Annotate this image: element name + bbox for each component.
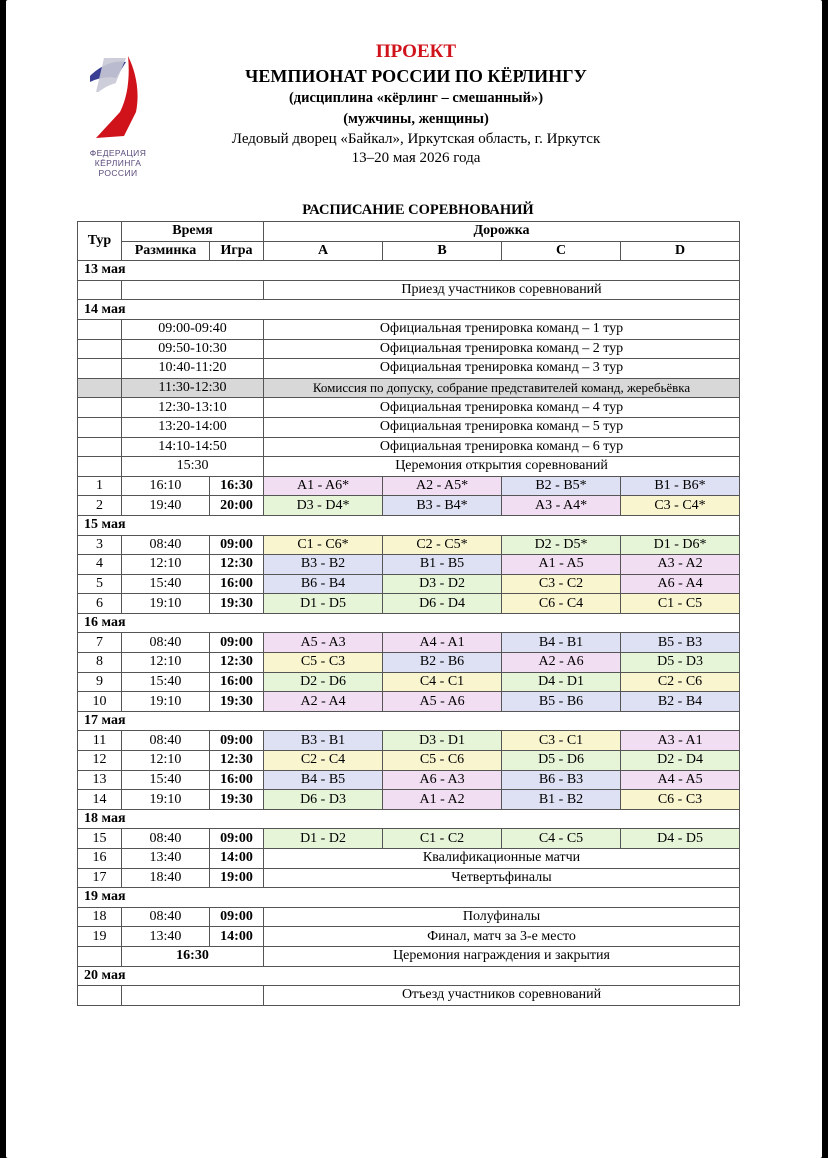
time-cell: 09:00-09:40 [122,319,264,339]
match-cell: A2 - A4 [264,692,383,712]
logo-line-2: КЁРЛИНГА [94,158,142,168]
game-time-cell: 09:00 [210,633,264,653]
warmup-cell: 08:40 [122,731,210,751]
tour-cell: 18 [78,907,122,927]
col-sheet-b-header: B [383,241,502,261]
day-label: 18 мая [78,809,740,829]
logo-emblem-icon [82,52,154,142]
match-cell: D1 - D2 [264,829,383,849]
warmup-cell: 15:40 [122,770,210,790]
match-cell: A4 - A5 [621,770,740,790]
tour-cell [78,986,122,1006]
game-row [78,535,740,555]
venue-line: Ледовый дворец «Байкал», Иркутская область, г. Иркутск [231,131,601,147]
match-cell: B5 - B3 [621,633,740,653]
match-cell: B3 - B4* [383,496,502,516]
stage-row [78,849,740,869]
match-cell: C5 - C3 [264,653,383,673]
tour-cell: 8 [78,653,122,673]
warmup-cell: 19:10 [122,692,210,712]
tour-cell: 16 [78,849,122,869]
day-label: 16 мая [78,613,740,633]
game-row [78,476,740,496]
time-cell: 15:30 [122,457,264,477]
match-cell: C6 - C4 [502,594,621,614]
time-cell: 13:20-14:00 [122,417,264,437]
warmup-cell: 13:40 [122,849,210,869]
match-cell: A4 - A1 [383,633,502,653]
game-time-cell: 19:30 [210,692,264,712]
game-time-cell: 19:00 [210,868,264,888]
game-row [78,829,740,849]
tour-cell: 11 [78,731,122,751]
day-row [78,300,740,320]
tour-cell: 1 [78,476,122,496]
tour-cell [78,437,122,457]
document-header [156,40,676,168]
event-text: Отъезд участников соревнований [264,986,740,1006]
game-time-cell: 12:30 [210,751,264,771]
day-label: 14 мая [78,300,740,320]
dates-line: 13–20 мая 2026 года [351,150,481,166]
col-warmup-header: Разминка [122,241,210,261]
time-cell: 09:50-10:30 [122,339,264,359]
time-cell: 12:30-13:10 [122,398,264,418]
tour-cell [78,339,122,359]
match-cell: B1 - B2 [502,790,621,810]
time-cell: 14:10-14:50 [122,437,264,457]
match-cell: D4 - D1 [502,672,621,692]
tour-cell [78,398,122,418]
tour-cell: 17 [78,868,122,888]
match-cell: B1 - B6* [621,476,740,496]
project-label: ПРОЕКТ [375,41,457,62]
event-row [78,280,740,300]
col-game-header: Игра [210,241,264,261]
match-cell: A1 - A6* [264,476,383,496]
game-time-cell: 14:00 [210,927,264,947]
event-text: Официальная тренировка команд – 1 тур [264,319,740,339]
match-cell: C3 - C4* [621,496,740,516]
tour-cell: 2 [78,496,122,516]
col-tour-header: Тур [78,222,122,261]
match-cell: D5 - D6 [502,751,621,771]
match-cell: D3 - D1 [383,731,502,751]
schedule-title: РАСПИСАНИЕ СОРЕВНОВАНИЙ [302,202,534,218]
match-cell: C2 - C4 [264,751,383,771]
schedule-body [78,261,740,1006]
tour-cell: 9 [78,672,122,692]
warmup-cell: 08:40 [122,535,210,555]
game-row [78,633,740,653]
match-cell: A2 - A5* [383,476,502,496]
match-cell: A6 - A4 [621,574,740,594]
stage-text: Квалификационные матчи [264,849,740,869]
tour-cell: 13 [78,770,122,790]
warmup-cell: 08:40 [122,633,210,653]
event-text: Официальная тренировка команд – 3 тур [264,359,740,379]
col-sheet-d-header: D [621,241,740,261]
warmup-cell: 12:10 [122,653,210,673]
event-row [78,457,740,477]
match-cell: D6 - D3 [264,790,383,810]
match-cell: D3 - D4* [264,496,383,516]
day-row [78,515,740,535]
match-cell: C4 - C5 [502,829,621,849]
match-cell: A6 - A3 [383,770,502,790]
match-cell: C3 - C1 [502,731,621,751]
discipline-line: (дисциплина «кёрлинг – смешанный») [288,90,544,106]
time-cell: 16:30 [122,946,264,966]
match-cell: A5 - A3 [264,633,383,653]
game-row [78,574,740,594]
day-row [78,613,740,633]
match-cell: D2 - D5* [502,535,621,555]
match-cell: A3 - A2 [621,555,740,575]
day-label: 19 мая [78,888,740,908]
game-time-cell: 09:00 [210,535,264,555]
table-header-row [78,222,740,242]
game-row [78,692,740,712]
game-row [78,672,740,692]
day-row [78,888,740,908]
tour-cell: 3 [78,535,122,555]
schedule-table [77,221,740,1006]
game-time-cell: 09:00 [210,907,264,927]
stage-row [78,927,740,947]
col-sheet-a-header: A [264,241,383,261]
tour-cell [78,359,122,379]
game-time-cell: 12:30 [210,653,264,673]
game-time-cell: 09:00 [210,731,264,751]
event-row [78,319,740,339]
event-text: Приезд участников соревнований [264,280,740,300]
warmup-cell: 18:40 [122,868,210,888]
game-time-cell: 20:00 [210,496,264,516]
match-cell: B2 - B6 [383,653,502,673]
game-row [78,555,740,575]
tour-cell [78,319,122,339]
match-cell: A1 - A2 [383,790,502,810]
match-cell: C1 - C6* [264,535,383,555]
event-text: Официальная тренировка команд – 2 тур [264,339,740,359]
match-cell: B2 - B4 [621,692,740,712]
match-cell: B6 - B4 [264,574,383,594]
match-cell: C1 - C5 [621,594,740,614]
day-label: 15 мая [78,515,740,535]
match-cell: C2 - C5* [383,535,502,555]
game-time-cell: 16:30 [210,476,264,496]
stage-row [78,868,740,888]
stage-text: Полуфиналы [264,907,740,927]
time-cell [122,986,264,1006]
tour-cell [78,946,122,966]
ceremony-row [78,946,740,966]
game-time-cell: 14:00 [210,849,264,869]
event-row [78,986,740,1006]
event-row [78,398,740,418]
game-row [78,594,740,614]
match-cell: B5 - B6 [502,692,621,712]
tour-cell: 4 [78,555,122,575]
warmup-cell: 19:10 [122,790,210,810]
stage-text: Финал, матч за 3-е место [264,927,740,947]
logo-line-3: РОССИИ [98,168,138,178]
match-cell: D4 - D5 [621,829,740,849]
time-cell [122,280,264,300]
match-cell: B6 - B3 [502,770,621,790]
match-cell: A1 - A5 [502,555,621,575]
warmup-cell: 19:40 [122,496,210,516]
match-cell: C2 - C6 [621,672,740,692]
game-row [78,770,740,790]
day-row [78,966,740,986]
match-cell: B4 - B1 [502,633,621,653]
col-sheet-header: Дорожка [264,222,740,242]
event-text: Церемония открытия соревнований [264,457,740,477]
tour-cell: 5 [78,574,122,594]
game-time-cell: 09:00 [210,829,264,849]
match-cell: D1 - D6* [621,535,740,555]
match-cell: A2 - A6 [502,653,621,673]
event-text: Официальная тренировка команд – 6 тур [264,437,740,457]
event-text: Официальная тренировка команд – 5 тур [264,417,740,437]
tour-cell [78,378,122,398]
game-time-cell: 19:30 [210,594,264,614]
game-time-cell: 12:30 [210,555,264,575]
game-row [78,731,740,751]
event-text: Комиссия по допуску, собрание представителей команд, жеребьёвка [264,378,740,398]
ceremony-text: Церемония награждения и закрытия [264,946,740,966]
day-row [78,261,740,281]
match-cell: B1 - B5 [383,555,502,575]
federation-logo [82,52,154,178]
warmup-cell: 15:40 [122,672,210,692]
match-cell: C3 - C2 [502,574,621,594]
game-time-cell: 16:00 [210,770,264,790]
match-cell: D3 - D2 [383,574,502,594]
day-label: 17 мая [78,711,740,731]
match-cell: D2 - D6 [264,672,383,692]
game-row [78,653,740,673]
col-time-header: Время [122,222,264,242]
warmup-cell: 12:10 [122,555,210,575]
match-cell: C5 - C6 [383,751,502,771]
match-cell: B3 - B2 [264,555,383,575]
warmup-cell: 08:40 [122,829,210,849]
event-text: Официальная тренировка команд – 4 тур [264,398,740,418]
col-sheet-c-header: C [502,241,621,261]
event-row [78,359,740,379]
tour-cell: 19 [78,927,122,947]
tour-cell: 7 [78,633,122,653]
match-cell: D1 - D5 [264,594,383,614]
day-row [78,809,740,829]
warmup-cell: 13:40 [122,927,210,947]
event-row [78,339,740,359]
stage-row [78,907,740,927]
match-cell: A3 - A4* [502,496,621,516]
warmup-cell: 08:40 [122,907,210,927]
game-time-cell: 16:00 [210,574,264,594]
tour-cell [78,280,122,300]
tour-cell: 15 [78,829,122,849]
day-row [78,711,740,731]
categories-line: (мужчины, женщины) [343,111,489,127]
match-cell: B3 - B1 [264,731,383,751]
game-time-cell: 19:30 [210,790,264,810]
logo-line-1: ФЕДЕРАЦИЯ [89,148,147,158]
match-cell: D5 - D3 [621,653,740,673]
warmup-cell: 16:10 [122,476,210,496]
tour-cell: 10 [78,692,122,712]
game-row [78,751,740,771]
game-row [78,496,740,516]
match-cell: A3 - A1 [621,731,740,751]
match-cell: B4 - B5 [264,770,383,790]
day-label: 13 мая [78,261,740,281]
match-cell: C4 - C1 [383,672,502,692]
time-cell: 10:40-11:20 [122,359,264,379]
match-cell: D2 - D4 [621,751,740,771]
event-row [78,417,740,437]
game-row [78,790,740,810]
warmup-cell: 19:10 [122,594,210,614]
tour-cell [78,417,122,437]
match-cell: C1 - C2 [383,829,502,849]
tour-cell: 14 [78,790,122,810]
table-subheader-row [78,241,740,261]
warmup-cell: 12:10 [122,751,210,771]
event-row [78,437,740,457]
document-title: ЧЕМПИОНАТ РОССИИ ПО КЁРЛИНГУ [245,66,587,86]
match-cell: A5 - A6 [383,692,502,712]
stage-text: Четвертьфиналы [264,868,740,888]
event-row [78,378,740,398]
match-cell: D6 - D4 [383,594,502,614]
tour-cell: 12 [78,751,122,771]
tour-cell: 6 [78,594,122,614]
game-time-cell: 16:00 [210,672,264,692]
match-cell: C6 - C3 [621,790,740,810]
match-cell: B2 - B5* [502,476,621,496]
day-label: 20 мая [78,966,740,986]
tour-cell [78,457,122,477]
warmup-cell: 15:40 [122,574,210,594]
time-cell: 11:30-12:30 [122,378,264,398]
